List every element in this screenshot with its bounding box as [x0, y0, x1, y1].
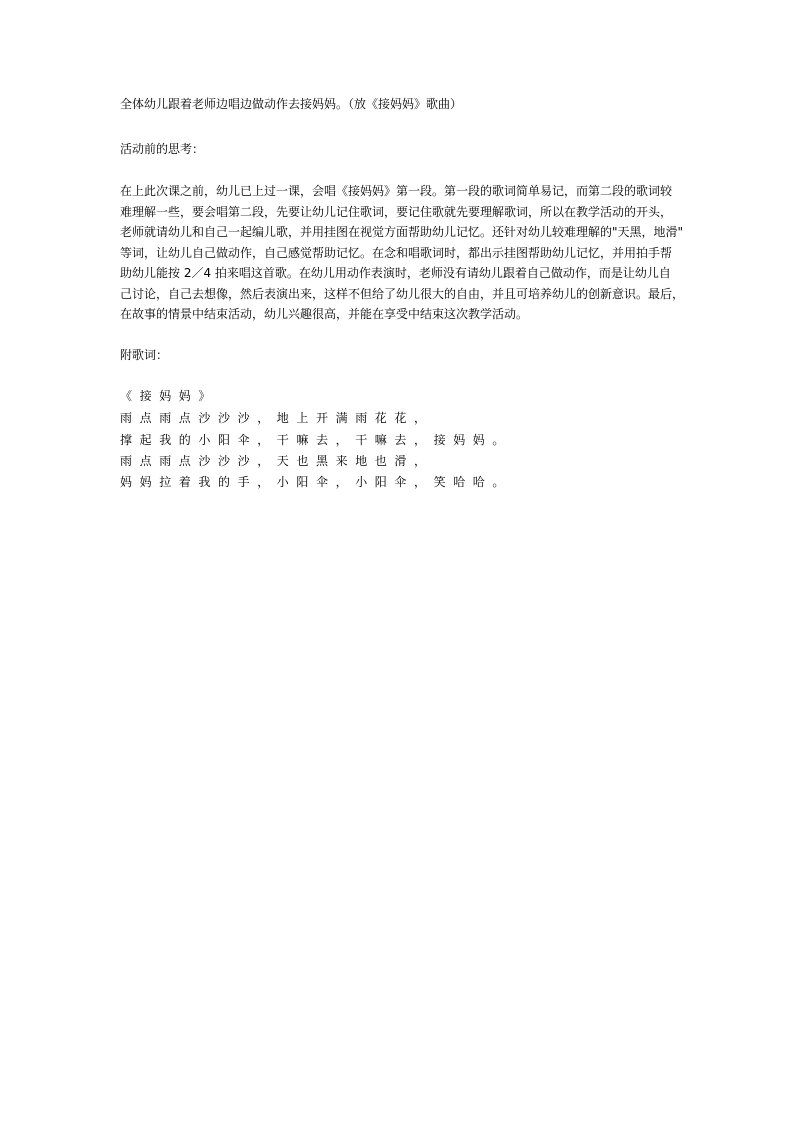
reflection-line: 在上此次课之前，幼儿已上过一课，会唱《接妈妈》第一段。第一段的歌词简单易记，而第二段的歌词较 — [120, 184, 673, 198]
reflection-paragraph — [120, 181, 685, 325]
intro-text: 全体幼儿跟着老师边唱边做动作去接妈妈。（放《接妈妈》歌曲） — [120, 97, 463, 111]
reflection-line: 己讨论，自己去想像，然后表演出来，这样不但给了幼儿很大的自由，并且可培养幼儿的创新意识。最后， — [120, 286, 685, 301]
reflection-line: 等词，让幼儿自己做动作，自己感觉帮助记忆。在念和唱歌词时，都出示挂图帮助幼儿记忆，并用拍手帮 — [120, 245, 673, 260]
lyrics-heading: 附歌词： — [120, 348, 169, 362]
reflection-line: 老师就请幼儿和自己一起编儿歌，并用挂图在视觉方面帮助幼儿记忆。还针对幼儿较难理解的"天黑，地滑" — [120, 225, 684, 239]
reflection-line: 在故事的情景中结束活动，幼儿兴趣很高，并能在享受中结束这次教学活动。 — [120, 307, 529, 321]
lyric-line: 撑起我的小阳伞，干嘛去，干嘛去，接妈妈。 — [120, 433, 513, 447]
reflection-heading: 活动前的思考： — [120, 142, 205, 156]
song-title: 《接妈妈》 — [120, 389, 219, 403]
lyric-line: 雨点雨点沙沙沙，天也黑来地也滑， — [120, 454, 434, 468]
lyric-line: 雨点雨点沙沙沙，地上开满雨花花， — [120, 411, 434, 425]
reflection-line: 助幼儿能按 2／4 拍来唱这首歌。在幼儿用动作表演时，老师没有请幼儿跟着自己做动作，而是让幼儿自 — [120, 266, 671, 280]
reflection-line: 难理解一些，要会唱第二段，先要让幼儿记住歌词，要记住歌就先要理解歌词，所以在教学活动的开头， — [120, 204, 673, 219]
lyric-line: 妈妈拉着我的手，小阳伞，小阳伞，笑哈哈。 — [120, 475, 513, 489]
